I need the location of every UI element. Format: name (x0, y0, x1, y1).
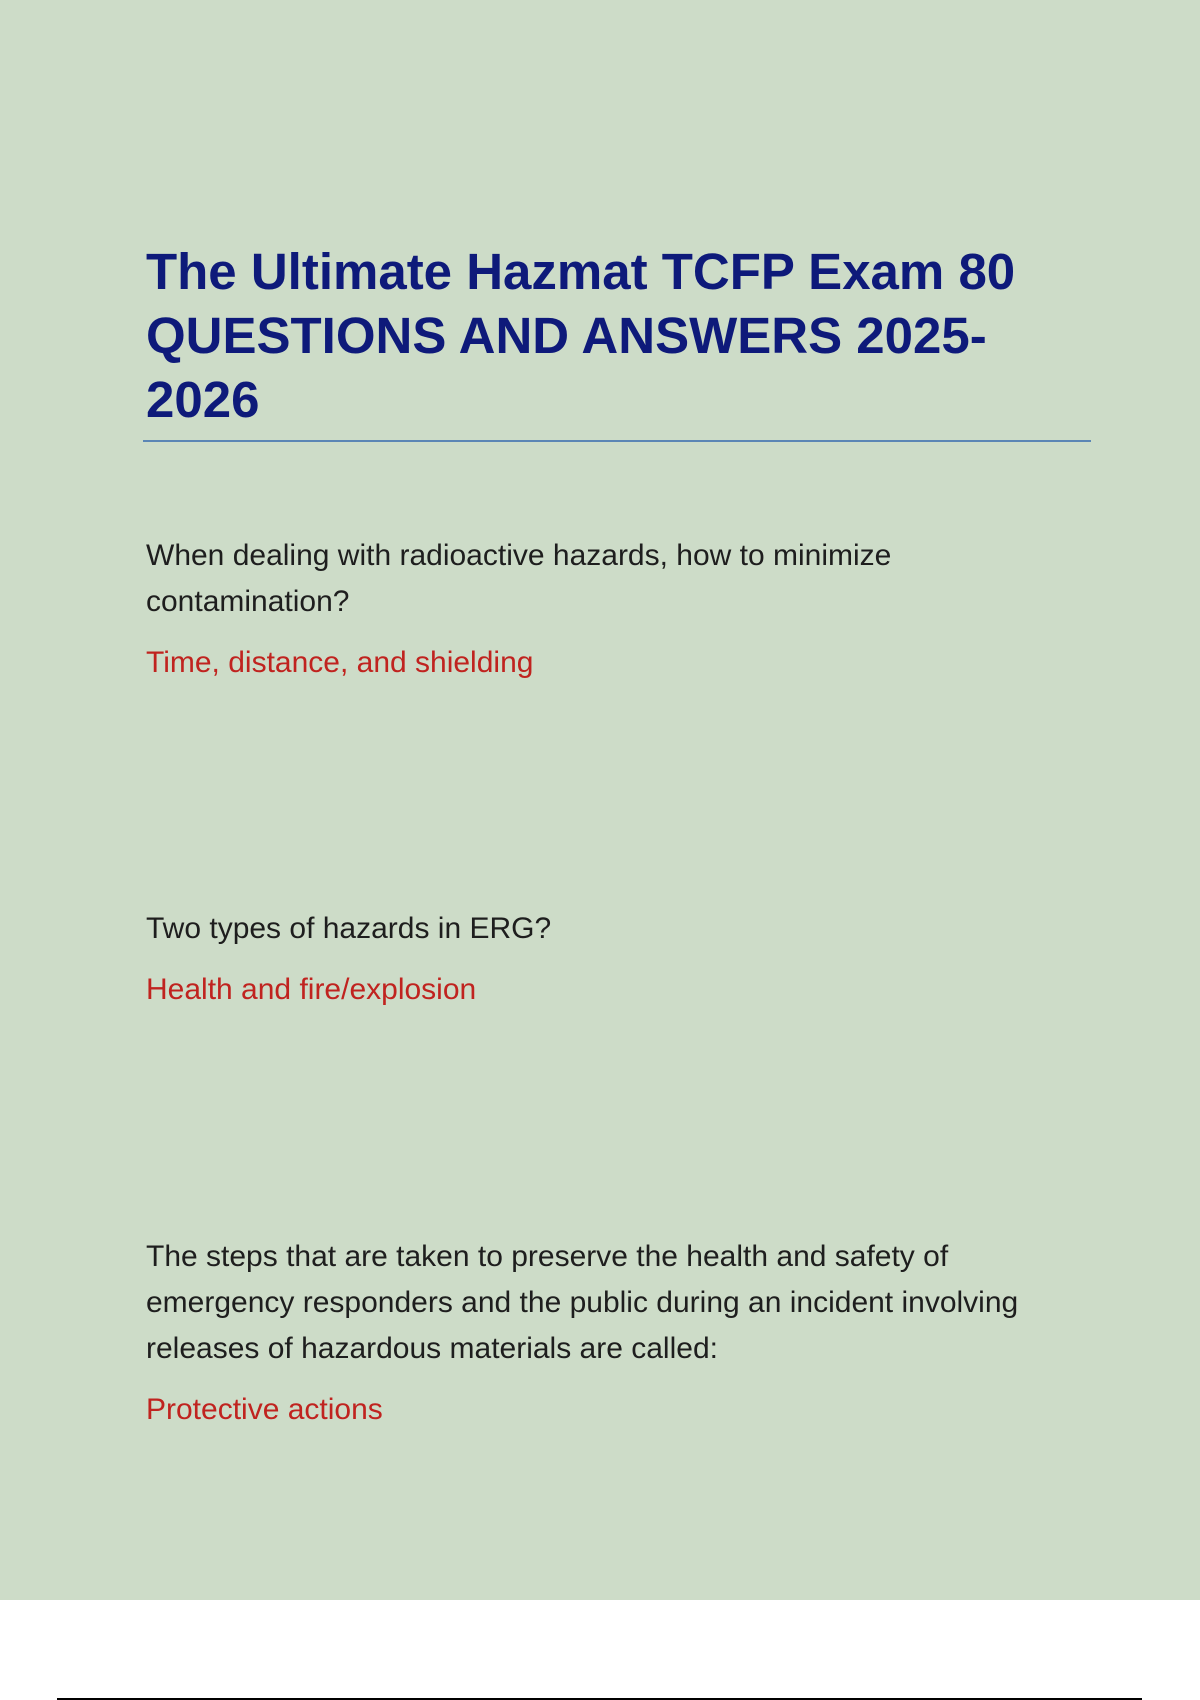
question-text: When dealing with radioactive hazards, how to minimize contamination? (146, 539, 892, 618)
question-text: Two types of hazards in ERG? (146, 912, 552, 945)
qa-item (146, 906, 1096, 1010)
document-title: The Ultimate Hazmat TCFP Exam 80 QUESTIONS AND ANSWERS 2025-2026 (146, 243, 1016, 428)
question-text: The steps that are taken to preserve the health and safety of emergency responders and the public during an incident involving releases of hazardous materials are called: (146, 1240, 1019, 1365)
answer-text: Health and fire/explosion (146, 973, 477, 1006)
qa-item (146, 533, 1096, 683)
qa-item (146, 1234, 1096, 1430)
answer-text: Protective actions (146, 1393, 383, 1426)
title-divider (143, 440, 1091, 442)
answer-text: Time, distance, and shielding (146, 646, 534, 679)
